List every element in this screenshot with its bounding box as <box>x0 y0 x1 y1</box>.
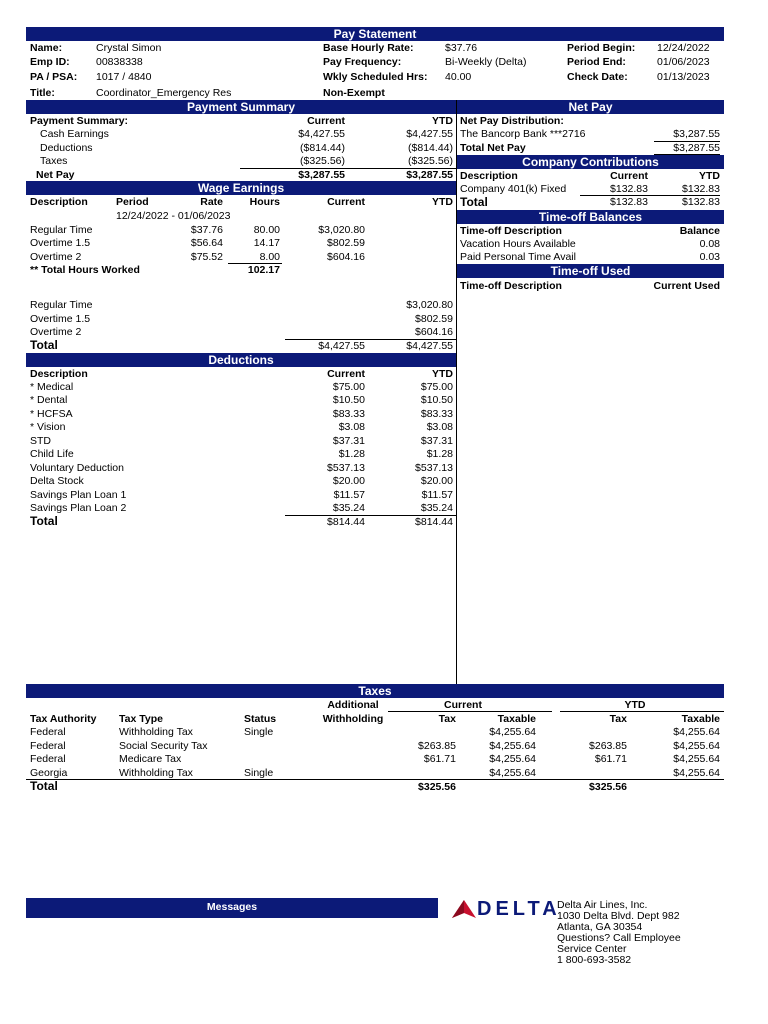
payment-summary-subhead: Payment Summary: <box>30 115 129 127</box>
wage-regular-hours: 80.00 <box>253 224 280 236</box>
base-rate-label: Base Hourly Rate: <box>323 42 414 54</box>
wage-total-label: Total <box>30 338 58 352</box>
timeoff-balances-desc-label: Time-off Description <box>460 225 562 237</box>
wage-earnings-header: Wage Earnings <box>26 181 456 195</box>
company-address-line: 1030 Delta Blvd. Dept 982 <box>557 910 680 922</box>
taxes-total-rule <box>26 779 724 780</box>
deduction-label: Delta Stock <box>30 475 84 487</box>
deduction-current: $83.33 <box>332 408 365 420</box>
pay-frequency: Bi-Weekly (Delta) <box>445 56 527 68</box>
timeoff-personal-label: Paid Personal Time Avail <box>460 251 576 263</box>
delta-widget-icon <box>452 900 476 918</box>
period-begin: 12/24/2022 <box>657 42 710 54</box>
tax-type: Medicare Tax <box>119 753 182 765</box>
deduction-current: $1.28 <box>338 448 365 460</box>
job-title: Coordinator_Emergency Res <box>96 87 232 99</box>
period-end-label: Period End: <box>567 56 626 68</box>
timeoff-used-desc-label: Time-off Description <box>460 280 562 292</box>
deduction-current: $3.08 <box>338 421 365 433</box>
check-date-label: Check Date: <box>567 71 628 83</box>
wage-ytd-ot2: $604.16 <box>415 326 453 338</box>
period-end: 01/06/2023 <box>657 56 710 68</box>
wage-total-current: $4,427.55 <box>318 340 365 352</box>
deduction-ytd: $10.50 <box>420 394 453 406</box>
period-begin-label: Period Begin: <box>567 42 636 54</box>
employee-id: 00838338 <box>96 56 143 68</box>
timeoff-vacation-value: 0.08 <box>699 238 720 250</box>
company-contributions-header: Company Contributions <box>457 155 724 169</box>
contrib-row-ytd: $132.83 <box>682 183 720 195</box>
wage-ytd-label: YTD <box>432 196 453 208</box>
check-date: 01/13/2023 <box>657 71 710 83</box>
deductions-total-current: $814.44 <box>327 516 365 528</box>
deduction-label: * HCFSA <box>30 408 73 420</box>
deduction-label: * Medical <box>30 381 74 393</box>
summary-cash-label: Cash Earnings <box>40 128 109 140</box>
name-label: Name: <box>30 42 63 54</box>
deduction-current: $11.57 <box>333 489 365 501</box>
payment-summary-header: Payment Summary <box>26 100 456 114</box>
wage-ot2-current: $604.16 <box>327 251 365 263</box>
taxes-withholding-label: Withholding <box>322 713 384 725</box>
deduction-label: Child Life <box>30 448 74 460</box>
contrib-row-label: Company 401(k) Fixed <box>460 183 567 195</box>
taxes-total-label: Total <box>30 779 58 793</box>
contrib-row-current: $132.83 <box>610 183 648 195</box>
wage-ytd-ot15: $802.59 <box>415 313 453 325</box>
deductions-total-ytd: $814.44 <box>415 516 453 528</box>
wage-regular-current: $3,020.80 <box>318 224 365 236</box>
deductions-desc-label: Description <box>30 368 88 380</box>
contrib-total-current: $132.83 <box>610 196 648 208</box>
contrib-current-label: Current <box>610 170 648 182</box>
company-address-line: Atlanta, GA 30354 <box>557 921 643 933</box>
exempt-status: Non-Exempt <box>323 87 385 99</box>
company-address-line: Questions? Call Employee <box>557 932 681 944</box>
timeoff-vacation-label: Vacation Hours Available <box>460 238 576 250</box>
taxes-current-group: Current <box>444 699 482 711</box>
tax-cur-tax: $263.85 <box>418 740 456 752</box>
summary-taxes-ytd: ($325.56) <box>408 155 453 167</box>
wage-rate-label: Rate <box>200 196 223 208</box>
deductions-current-label: Current <box>327 368 365 380</box>
tax-type: Social Security Tax <box>119 740 208 752</box>
total-net-pay-label: Total Net Pay <box>460 142 526 154</box>
wage-regular-rate: $37.76 <box>190 224 223 236</box>
payment-summary-ytd-label: YTD <box>432 115 453 127</box>
wage-total-ytd: $4,427.55 <box>406 340 453 352</box>
wage-ot2-hours: 8.00 <box>259 251 280 263</box>
net-pay-header: Net Pay <box>457 100 724 114</box>
deduction-label: Voluntary Deduction <box>30 462 124 474</box>
deduction-ytd: $20.00 <box>420 475 453 487</box>
deduction-ytd: $11.57 <box>421 489 453 501</box>
deduction-ytd: $537.13 <box>415 462 453 474</box>
deduction-label: Savings Plan Loan 2 <box>30 502 127 514</box>
contrib-total-label: Total <box>460 195 488 209</box>
column-divider <box>456 100 457 684</box>
tax-type: Withholding Tax <box>119 767 193 779</box>
deduction-current: $37.31 <box>332 435 365 447</box>
taxes-additional-label: Additional <box>327 699 379 711</box>
taxes-authority-label: Tax Authority <box>30 713 97 725</box>
summary-taxes-current: ($325.56) <box>300 155 345 167</box>
wage-ot15-rate: $56.64 <box>190 237 223 249</box>
summary-deductions-label: Deductions <box>40 142 93 154</box>
pa-label: PA / PSA: <box>30 71 78 83</box>
deduction-current: $537.13 <box>327 462 365 474</box>
summary-deductions-current: ($814.44) <box>300 142 345 154</box>
deduction-ytd: $75.00 <box>420 381 453 393</box>
summary-cash-ytd: $4,427.55 <box>406 128 453 140</box>
tax-authority: Federal <box>30 740 66 752</box>
net-pay-distribution-label: Net Pay Distribution: <box>460 115 564 127</box>
timeoff-used-current-label: Current Used <box>653 280 720 292</box>
wage-ot2-rate: $75.52 <box>190 251 223 263</box>
summary-netpay-current: $3,287.55 <box>298 169 345 181</box>
wage-ytd-regular-label: Regular Time <box>30 299 93 311</box>
wage-ot15-label: Overtime 1.5 <box>30 237 91 249</box>
wage-ytd-regular: $3,020.80 <box>406 299 453 311</box>
summary-deductions-ytd: ($814.44) <box>408 142 453 154</box>
summary-netpay-label: Net Pay <box>36 169 75 181</box>
taxes-ytd-rule <box>560 711 724 712</box>
tax-ytd-taxable: $4,255.64 <box>673 726 720 738</box>
total-net-pay: $3,287.55 <box>673 142 720 154</box>
contrib-ytd-label: YTD <box>699 170 720 182</box>
deduction-ytd: $1.28 <box>426 448 453 460</box>
deduction-current: $10.50 <box>332 394 365 406</box>
taxes-type-label: Tax Type <box>119 713 163 725</box>
net-pay-bank: The Bancorp Bank ***2716 <box>460 128 586 140</box>
tax-authority: Federal <box>30 753 66 765</box>
employee-name: Crystal Simon <box>96 42 162 54</box>
pay-statement-header: Pay Statement <box>26 27 724 41</box>
total-hours: 102.17 <box>247 264 280 276</box>
tax-status: Single <box>244 726 274 738</box>
taxes-cur-taxable-label: Taxable <box>497 713 536 725</box>
wage-ot15-current: $802.59 <box>327 237 365 249</box>
wage-ytd-ot2-label: Overtime 2 <box>30 326 82 338</box>
tax-cur-taxable: $4,255.64 <box>489 753 536 765</box>
taxes-total-ytd-tax: $325.56 <box>589 781 627 793</box>
timeoff-balances-header: Time-off Balances <box>457 210 724 224</box>
tax-ytd-taxable: $4,255.64 <box>673 767 720 779</box>
taxes-status-label: Status <box>244 713 277 725</box>
wage-hours-label: Hours <box>249 196 280 208</box>
tax-cur-taxable: $4,255.64 <box>489 767 536 779</box>
tax-authority: Georgia <box>30 767 68 779</box>
tax-cur-taxable: $4,255.64 <box>489 740 536 752</box>
deduction-label: * Dental <box>30 394 68 406</box>
messages-header: Messages <box>26 898 438 918</box>
wage-current-label: Current <box>327 196 365 208</box>
tax-ytd-tax: $61.71 <box>594 753 627 765</box>
deduction-label: * Vision <box>30 421 66 433</box>
summary-netpay-ytd: $3,287.55 <box>406 169 453 181</box>
contrib-total-ytd: $132.83 <box>682 196 720 208</box>
weekly-hours: 40.00 <box>445 71 472 83</box>
tax-status: Single <box>244 767 274 779</box>
wage-period-label: Period <box>116 196 149 208</box>
payment-summary-current-label: Current <box>307 115 345 127</box>
delta-logo <box>452 900 476 921</box>
deduction-current: $35.24 <box>332 502 365 514</box>
taxes-ytd-tax-label: Tax <box>609 713 627 725</box>
tax-cur-tax: $61.71 <box>423 753 456 765</box>
deduction-ytd: $83.33 <box>420 408 453 420</box>
weekly-hours-label: Wkly Scheduled Hrs: <box>323 71 428 83</box>
taxes-ytd-group: YTD <box>624 699 646 711</box>
timeoff-balances-balance-label: Balance <box>679 225 720 237</box>
total-hours-label: ** Total Hours Worked <box>30 264 140 276</box>
tax-ytd-tax: $263.85 <box>589 740 627 752</box>
taxes-ytd-taxable-label: Taxable <box>681 713 720 725</box>
taxes-total-cur-tax: $325.56 <box>418 781 456 793</box>
pay-frequency-label: Pay Frequency: <box>323 56 402 68</box>
deduction-ytd: $3.08 <box>426 421 453 433</box>
deduction-ytd: $37.31 <box>420 435 453 447</box>
base-rate: $37.76 <box>445 42 478 54</box>
pa-value: 1017 / 4840 <box>96 71 152 83</box>
empid-label: Emp ID: <box>30 56 70 68</box>
tax-type: Withholding Tax <box>119 726 193 738</box>
timeoff-personal-value: 0.03 <box>699 251 720 263</box>
deductions-total-label: Total <box>30 514 58 528</box>
deductions-ytd-label: YTD <box>432 368 453 380</box>
deductions-header: Deductions <box>26 353 456 367</box>
company-address-line: Delta Air Lines, Inc. <box>557 899 648 911</box>
wage-ot2-label: Overtime 2 <box>30 251 82 263</box>
wage-desc-label: Description <box>30 196 88 208</box>
company-phone: 1 800-693-3582 <box>557 954 632 966</box>
deduction-current: $75.00 <box>332 381 365 393</box>
tax-ytd-taxable: $4,255.64 <box>673 740 720 752</box>
deduction-current: $20.00 <box>332 475 365 487</box>
tax-ytd-taxable: $4,255.64 <box>673 753 720 765</box>
tax-cur-taxable: $4,255.64 <box>489 726 536 738</box>
wage-ot15-hours: 14.17 <box>253 237 280 249</box>
deduction-ytd: $35.24 <box>420 502 453 514</box>
taxes-current-rule <box>388 711 552 712</box>
delta-logo-text: DELTA <box>477 898 561 920</box>
deduction-label: Savings Plan Loan 1 <box>30 489 127 501</box>
net-pay-bank-amount: $3,287.55 <box>673 128 720 140</box>
summary-taxes-label: Taxes <box>40 155 68 167</box>
wage-regular-label: Regular Time <box>30 224 93 236</box>
summary-cash-current: $4,427.55 <box>298 128 345 140</box>
company-address-line: Service Center <box>557 943 627 955</box>
taxes-header: Taxes <box>26 684 724 698</box>
timeoff-used-header: Time-off Used <box>457 264 724 278</box>
tax-authority: Federal <box>30 726 66 738</box>
contrib-desc-label: Description <box>460 170 518 182</box>
wage-ytd-ot15-label: Overtime 1.5 <box>30 313 91 325</box>
taxes-cur-tax-label: Tax <box>438 713 456 725</box>
deduction-label: STD <box>30 435 51 447</box>
wage-period-range: 12/24/2022 - 01/06/2023 <box>116 210 231 222</box>
title-label: Title: <box>30 87 55 99</box>
